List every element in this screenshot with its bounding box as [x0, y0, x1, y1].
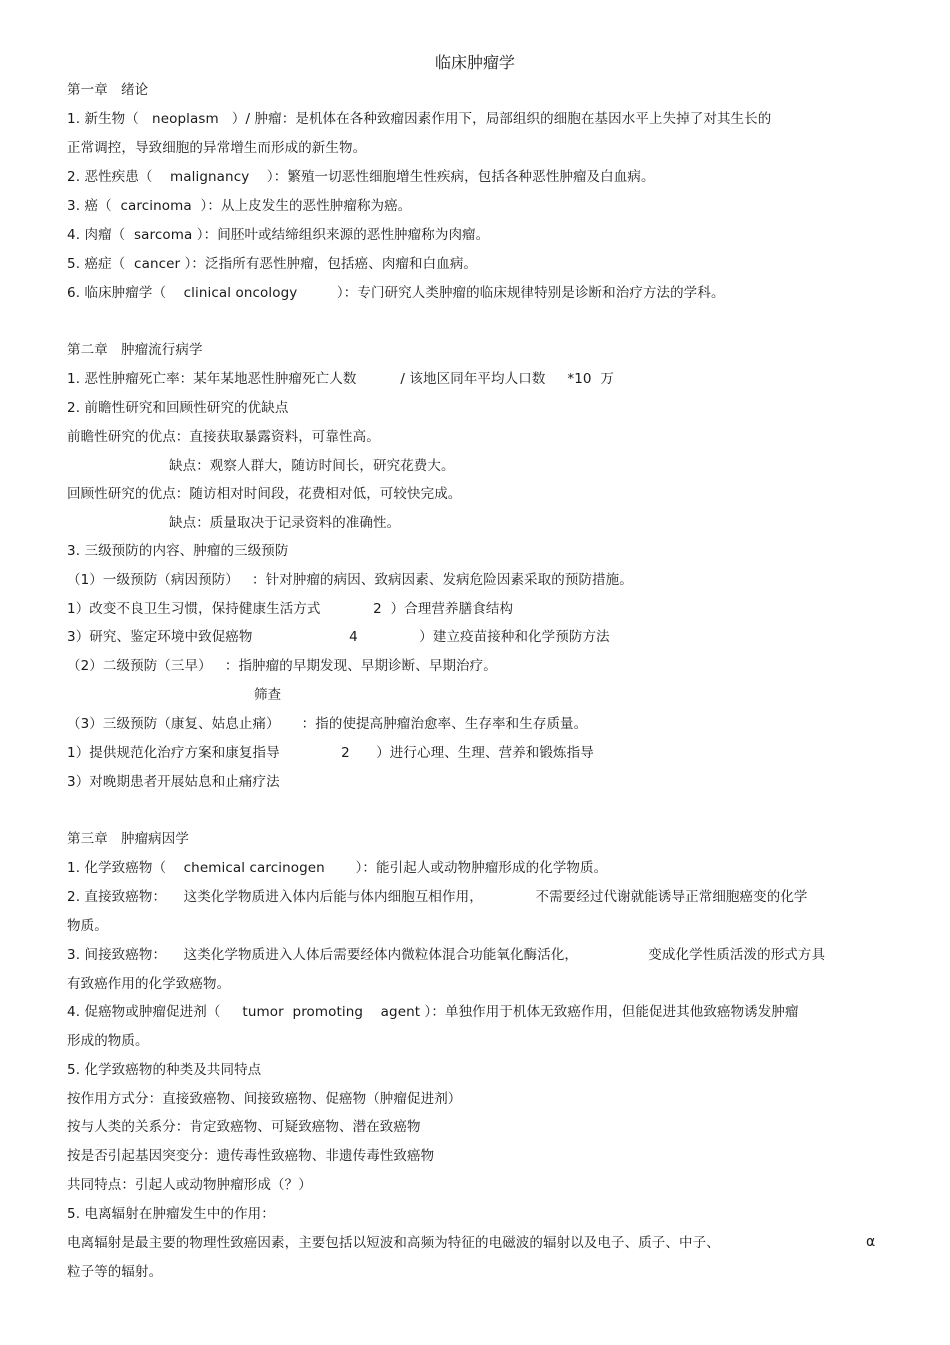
definition-carcinoma: 3. 癌（ carcinoma ）：从上皮发生的恶性肿瘤称为癌。	[67, 198, 412, 214]
prospective-advantages: 前瞻性研究的优点：直接获取暴露资料，可靠性高。	[67, 429, 380, 445]
ionizing-radiation-text: 电离辐射是最主要的物理性致癌因素，主要包括以短波和高频为特征的电磁波的辐射以及电子、质子、中子、	[67, 1235, 720, 1251]
direct-carcinogen-cont: 物质。	[67, 918, 108, 934]
classification-by-mutation: 按是否引起基因突变分：遗传毒性致癌物、非遗传毒性致癌物	[67, 1148, 435, 1164]
indirect-carcinogen: 3. 间接致癌物： 这类化学物质进入人体后需要经体内微粒体混合功能氧化酶活化， 变成化学性质活泼的形式方具	[67, 947, 826, 963]
tertiary-prevention-items-1: 1）提供规范化治疗方案和康复指导 2 ）进行心理、生理、营养和锻炼指导	[67, 745, 594, 761]
indirect-carcinogen-cont: 有致癌作用的化学致癌物。	[67, 976, 231, 992]
primary-prevention-items-2: 3）研究、鉴定环境中致促癌物 4 ）建立疫苗接种和化学预防方法	[67, 629, 610, 645]
screening-label: 筛查	[254, 687, 282, 703]
retrospective-disadvantages: 缺点：质量取决于记录资料的准确性。	[169, 515, 401, 531]
definition-sarcoma: 4. 肉瘤（ sarcoma ）：间胚叶或结缔组织来源的恶性肿瘤称为肉瘤。	[67, 227, 490, 243]
three-level-prevention-title: 3. 三级预防的内容、肿瘤的三级预防	[67, 543, 289, 559]
carcinogen-types-title: 5. 化学致癌物的种类及共同特点	[67, 1062, 262, 1078]
study-comparison-title: 2. 前瞻性研究和回顾性研究的优缺点	[67, 400, 289, 416]
definition-cancer: 5. 癌症（ cancer ）：泛指所有恶性肿瘤，包括癌、肉瘤和白血病。	[67, 256, 478, 272]
primary-prevention: （1）一级预防（病因预防） ：针对肿瘤的病因、致病因素、发病危险因素采取的预防措施。	[67, 572, 633, 588]
prospective-disadvantages: 缺点：观察人群大，随访时间长，研究花费大。	[169, 458, 455, 474]
direct-carcinogen: 2. 直接致癌物： 这类化学物质进入体内后能与体内细胞互相作用， 不需要经过代谢就能诱导正常细胞癌变的化学	[67, 889, 808, 905]
page-title: 临床肿瘤学	[434, 53, 515, 72]
secondary-prevention: （2）二级预防（三早） ：指肿瘤的早期发现、早期诊断、早期治疗。	[67, 658, 497, 674]
chapter-3-heading: 第三章 肿瘤病因学	[67, 831, 189, 847]
classification-by-relation: 按与人类的关系分：肯定致癌物、可疑致癌物、潜在致癌物	[67, 1119, 421, 1135]
chemical-carcinogen: 1. 化学致癌物（ chemical carcinogen ）：能引起人或动物肿瘤形成的化学物质。	[67, 860, 608, 876]
tumor-promoter-cont: 形成的物质。	[67, 1033, 149, 1049]
alpha-symbol: α	[866, 1234, 876, 1250]
mortality-rate: 1. 恶性肿瘤死亡率：某年某地恶性肿瘤死亡人数 / 该地区同年平均人口数 *10 万	[67, 371, 614, 387]
definition-clinical-oncology: 6. 临床肿瘤学（ clinical oncology ）：专门研究人类肿瘤的临床规律特别是诊断和治疗方法的学科。	[67, 285, 725, 301]
retrospective-advantages: 回顾性研究的优点：随访相对时间段，花费相对低，可较快完成。	[67, 486, 462, 502]
chapter-2-heading: 第二章 肿瘤流行病学	[67, 342, 203, 358]
definition-malignancy: 2. 恶性疾患（ malignancy ）：繁殖一切恶性细胞增生性疾病，包括各种恶性肿瘤及白血病。	[67, 169, 655, 185]
ionizing-radiation-title: 5. 电离辐射在肿瘤发生中的作用：	[67, 1206, 275, 1222]
tertiary-prevention: （3）三级预防（康复、姑息止痛） ：指的使提高肿瘤治愈率、生存率和生存质量。	[67, 716, 588, 732]
ionizing-radiation-text-cont: 粒子等的辐射。	[67, 1264, 163, 1280]
primary-prevention-items-1: 1）改变不良卫生习惯，保持健康生活方式 2 ）合理营养膳食结构	[67, 601, 514, 617]
classification-by-action: 按作用方式分：直接致癌物、间接致癌物、促癌物（肿瘤促进剂）	[67, 1091, 462, 1107]
chapter-1-heading: 第一章 绪论	[67, 82, 149, 98]
tumor-promoter: 4. 促癌物或肿瘤促进剂（ tumor promoting agent ）：单独作用于机体无致癌作用，但能促进其他致癌物诱发肿瘤	[67, 1004, 799, 1020]
definition-neoplasm: 1. 新生物（ neoplasm ）/ 肿瘤：是机体在各种致瘤因素作用下，局部组织的细胞在基因水平上失掉了对其生长的	[67, 111, 772, 127]
definition-neoplasm-cont: 正常调控，导致细胞的异常增生而形成的新生物。	[67, 140, 367, 156]
tertiary-prevention-items-2: 3）对晚期患者开展姑息和止痛疗法	[67, 774, 280, 790]
common-features: 共同特点：引起人或动物肿瘤形成（？）	[67, 1177, 312, 1193]
